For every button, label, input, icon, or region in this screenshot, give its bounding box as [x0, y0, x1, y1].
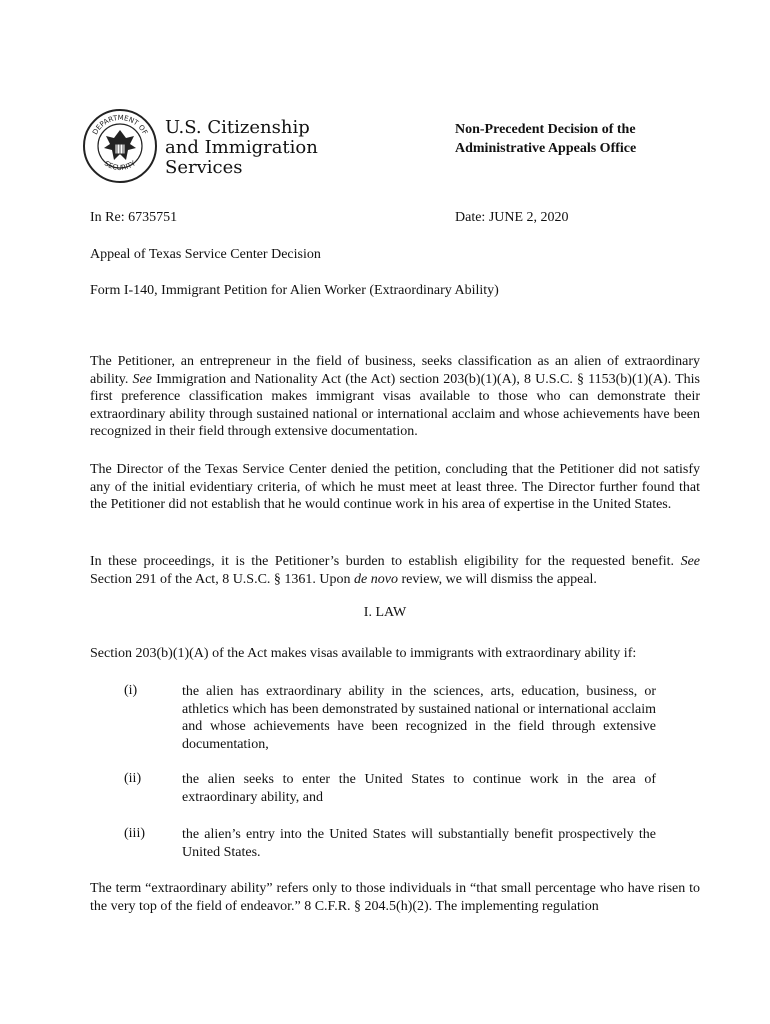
decision-line-2: Administrative Appeals Office — [455, 141, 637, 156]
form-line: Form I-140, Immigrant Petition for Alien Worker (Extraordinary Ability) — [90, 283, 499, 298]
paragraph-4: Section 203(b)(1)(A) of the Act makes visas available to immigrants with extraordinary ability if: — [90, 646, 637, 661]
paragraph-5: The term “extraordinary ability” refers only to those individuals in “that small percentage who have risen to the very top of the field of endeavor.” 8 C.F.R. § 204.5(h)(2). The implementing regulation — [90, 881, 700, 914]
paragraph-1-text-a: The Petitioner, an entrepreneur in the field of business, seeks classification as an alien of extraordinary ability. — [90, 354, 700, 387]
list-item-text: the alien has extraordinary ability in the sciences, arts, education, business, or athletics which has been demonstrated by sustained national or international acclaim and whose achievements have been recognized in the field through extensive documentation, — [182, 684, 656, 752]
decision-type — [455, 120, 636, 158]
list-item-number: (iii) — [124, 826, 145, 841]
appeal-line: Appeal of Texas Service Center Decision — [90, 247, 321, 262]
seal-text-bottom: SECURITY — [102, 159, 138, 173]
paragraph-2: The Director of the Texas Service Center denied the petition, concluding that the Petitioner did not satisfy any of the initial evidentiary criteria, of which he must meet at least three. The Director further found that the Petitioner did not establish that he would continue work in his area of expertise in the United States. — [90, 462, 700, 512]
de-novo-term: de novo — [354, 571, 398, 587]
agency-line-2: and Immigration — [165, 137, 318, 158]
seal-text-top: DEPARTMENT OF — [91, 113, 149, 137]
paragraph-1-text-b: Immigration and Nationality Act (the Act) section 203(b)(1)(A), 8 U.S.C. § 1153(b)(1)(A). This first preference classification makes immigrant visas available to those who can demonstrate their extraordinary ability through sustained national or international acclaim and whose achievements have been recognized in their field through extensive documentation. — [90, 371, 700, 439]
agency-name — [165, 118, 318, 178]
paragraph-3-text-c: review, we will dismiss the appeal. — [397, 571, 597, 587]
see-citation-1: See — [132, 371, 152, 387]
list-item-number: (i) — [124, 683, 138, 698]
see-citation-2: See — [680, 554, 700, 569]
case-number: In Re: 6735751 — [90, 210, 178, 225]
decision-line-1: Non-Precedent Decision of the — [455, 122, 636, 137]
section-heading-law: I. LAW — [363, 605, 407, 620]
decision-date: Date: JUNE 2, 2020 — [455, 210, 569, 225]
list-item-text: the alien seeks to enter the United States to continue work in the area of extraordinary ability, and — [182, 772, 656, 805]
paragraph-1 — [90, 353, 700, 441]
list-item-number: (ii) — [124, 771, 142, 786]
paragraph-3-text-b: Section 291 of the Act, 8 U.S.C. § 1361. Upon — [90, 571, 355, 587]
agency-line-1: U.S. Citizenship — [165, 117, 310, 138]
dhs-seal-icon — [82, 108, 158, 184]
list-item-text: the alien’s entry into the United States will substantially benefit prospectively the United States. — [182, 827, 656, 860]
paragraph-3-text-a: In these proceedings, it is the Petitioner’s burden to establish eligibility for the requested benefit. — [90, 554, 681, 569]
agency-line-3: Services — [165, 157, 243, 178]
svg-text:SECURITY — [103, 159, 138, 172]
paragraph-3 — [90, 553, 700, 588]
